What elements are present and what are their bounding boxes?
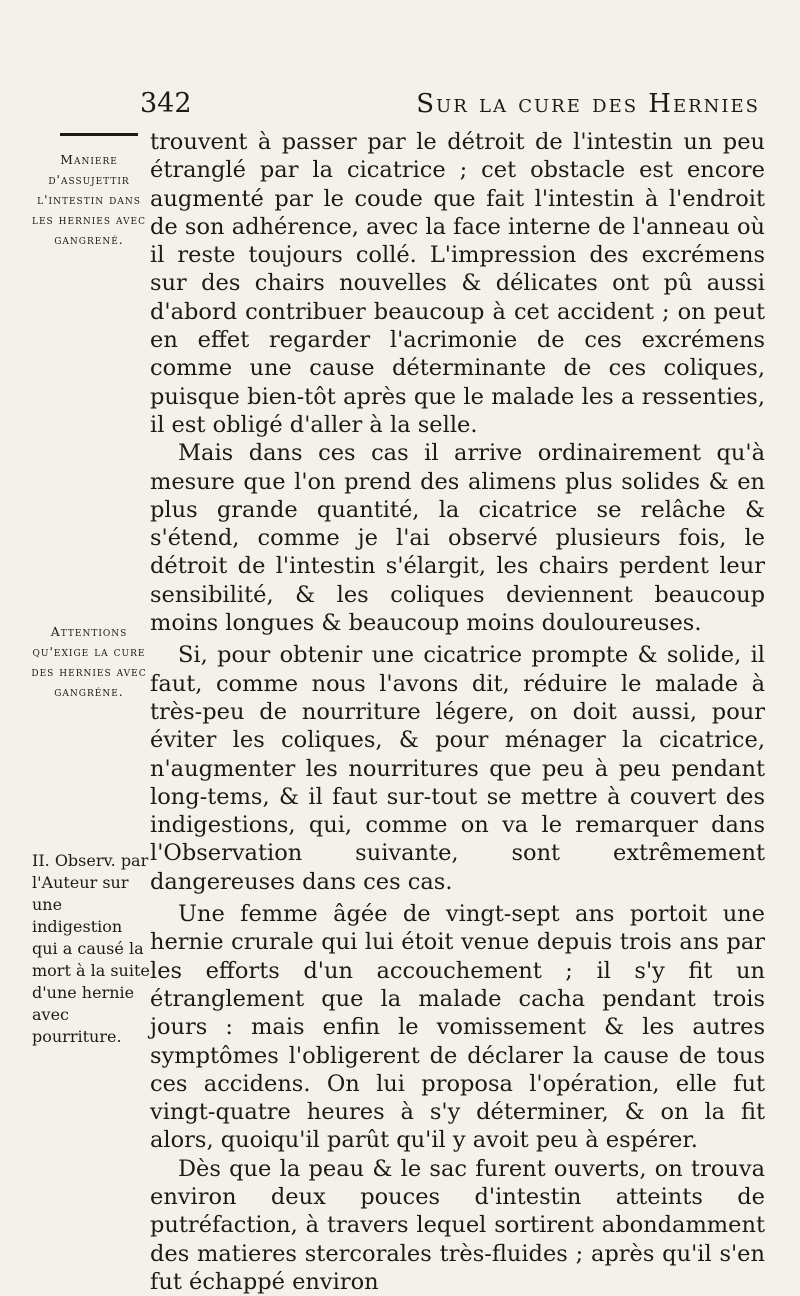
paragraph-femme: Une femme âgée de vingt-sept ans portoit une hernie crurale qui lui étoit venue depuis trois ans par les efforts d'un accouchement ; il s'y fit un étranglement que la malade cacha pendant trois jours : mais enfin le vomissement & les autres symptômes l'obligerent de déclarer la cause de tous ces accidens. On lui proposa l'opération, elle fut vingt-quatre heures à s'y déterminer, & on la fit alors, quoiqu'il parût qu'il y avoit peu à espérer. <box>150 901 765 1154</box>
margin-note-assujettir: Maniere d'assujettir l'intestin dans les hernies avec gangrené. <box>31 152 147 247</box>
margin-rule <box>60 133 138 136</box>
page-header <box>140 88 760 119</box>
main-text <box>150 128 765 1296</box>
margin-note-observation: II. Observ. par l'Auteur sur une indigestion qui a causé la mort à la suite d'une hernie avec pourriture. <box>32 851 150 1046</box>
page-number: 342 <box>140 88 192 119</box>
margin-note-attentions: Attentions qu'exige la cure des hernies avec gangréne. <box>31 624 147 699</box>
paragraph-continuation: trouvent à passer par le détroit de l'intestin un peu étranglé par la cicatrice ; cet obstacle est encore augmenté par le coude que fait l'intestin à l'endroit de son adhérence, avec la face interne de l'anneau où il reste toujours collé. L'impression des excrémens sur des chairs nouvelles & délicates ont pû aussi d'abord contribuer beaucoup à cet accident ; on peut en effet regarder l'acrimonie de ces excrémens comme une cause déterminante de ces coliques, puisque bien-tôt après que le malade les a ressenties, il est obligé d'aller à la selle. <box>150 129 765 438</box>
running-title: Sur la cure des Hernies <box>416 89 760 119</box>
paragraph-mais: Mais dans ces cas il arrive ordinairement qu'à mesure que l'on prend des alimens plus solides & en plus grande quantité, la cicatrice se relâche & s'étend, comme je l'ai observé plusieurs fois, le détroit de l'intestin s'élargit, les chairs perdent leur sensibilité, & les coliques deviennent beaucoup moins longues & beaucoup moins douloureuses. <box>150 440 765 637</box>
paragraph-des-que: Dès que la peau & le sac furent ouverts, on trouva environ deux pouces d'intestin atteints de putréfaction, à travers lequel sortirent abondamment des matieres stercorales très-fluides ; après qu'il s'en fut échappé environ <box>150 1155 765 1295</box>
paragraph-si: Si, pour obtenir une cicatrice prompte & solide, il faut, comme nous l'avons dit, réduire le malade à très-peu de nourriture légere, on doit aussi, pour éviter les coliques, & pour ménager la cicatrice, n'augmenter les nourritures que peu à peu pendant long-tems, & il faut sur-tout se mettre à couvert des indigestions, qui, comme on va le remarquer dans l'Observation suivante, sont extrêmement dangereuses dans ces cas. <box>150 642 765 895</box>
